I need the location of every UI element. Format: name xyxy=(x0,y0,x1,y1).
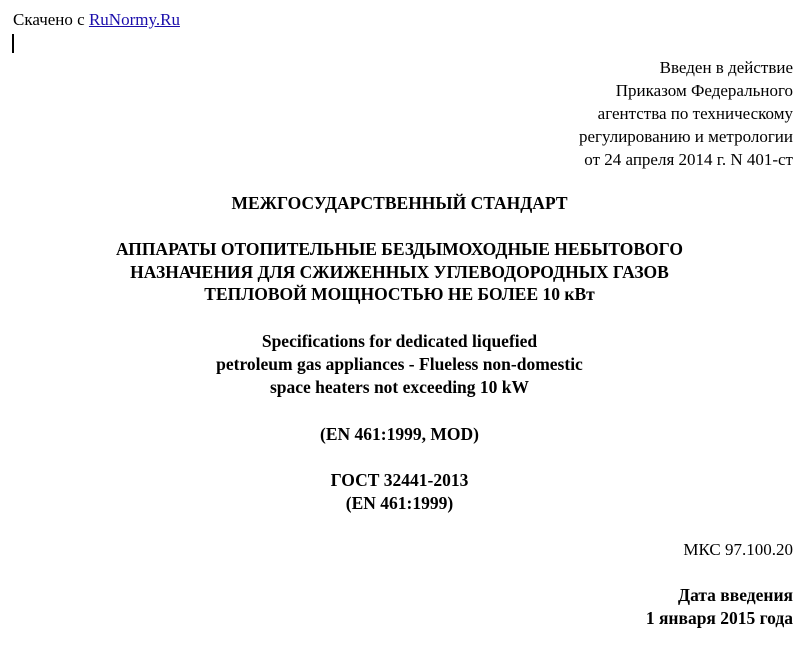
title-en-line: space heaters not exceeding 10 kW xyxy=(269,377,530,397)
source-link[interactable]: RuNormy.Ru xyxy=(88,10,180,29)
title-english xyxy=(0,330,799,399)
source-prefix: Скачено с xyxy=(13,10,89,29)
title-en-line: Specifications for dedicated liquefied xyxy=(261,331,538,351)
source-line xyxy=(13,9,180,31)
interstate-standard-heading: МЕЖГОСУДАРСТВЕННЫЙ СТАНДАРТ xyxy=(231,193,568,213)
enactment-line: агентства по техническому xyxy=(597,104,793,123)
enactment-line: от 24 апреля 2014 г. N 401-ст xyxy=(584,150,793,169)
title-en-line: petroleum gas appliances - Flueless non-domestic xyxy=(216,354,583,374)
title-ru-line: НАЗНАЧЕНИЯ ДЛЯ СЖИЖЕННЫХ УГЛЕВОДОРОДНЫХ ГАЗОВ xyxy=(130,261,669,282)
title-ru-line: АППАРАТЫ ОТОПИТЕЛЬНЫЕ БЕЗДЫМОХОДНЫЕ НЕБЫТОВОГО xyxy=(116,239,683,259)
enactment-line: Приказом Федерального xyxy=(615,81,793,100)
en-modification-ref: (EN 461:1999, MOD) xyxy=(320,424,479,444)
gost-number: ГОСТ 32441-2013 xyxy=(330,470,469,490)
title-ru-line: ТЕПЛОВОЙ МОЩНОСТЬЮ НЕ БОЛЕЕ 10 кВт xyxy=(204,284,595,304)
introduction-date: 1 января 2015 года xyxy=(645,608,793,628)
enactment-block xyxy=(463,56,793,171)
enactment-line: регулированию и метрологии xyxy=(578,127,793,146)
introduction-date-block xyxy=(646,584,793,630)
title-russian xyxy=(0,238,799,306)
text-cursor xyxy=(12,34,14,53)
mks-code: МКС 97.100.20 xyxy=(683,540,793,559)
gost-en-ref: (EN 461:1999) xyxy=(345,493,454,513)
introduction-label: Дата введения xyxy=(678,585,793,605)
enactment-line: Введен в действие xyxy=(659,58,793,77)
gost-designation xyxy=(0,469,799,515)
